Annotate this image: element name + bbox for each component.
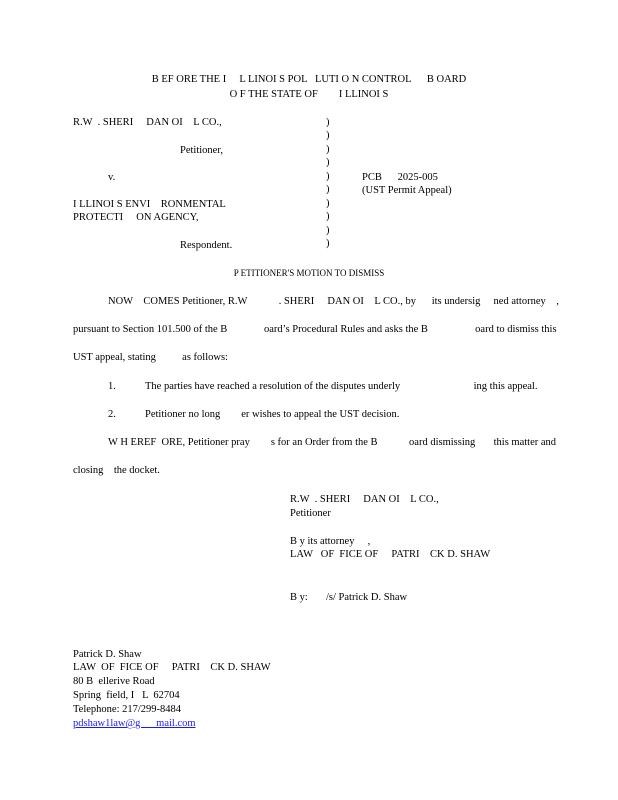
signature-party: R.W . SHERI DAN OI L CO., [290, 494, 439, 505]
wherefore-line: W H EREF ORE, Petitioner pray s for an Order from the B oard dismissing this matter and [108, 437, 557, 448]
signature-name: /s/ Patrick D. Shaw [326, 592, 408, 603]
petitioner-name: R.W . SHERI DAN OI L CO., [73, 117, 222, 128]
caption-bracket: ) [326, 171, 330, 182]
caption-bracket: ) [326, 117, 330, 128]
case-number: PCB 2025-005 [362, 172, 438, 183]
body-paragraph-line: UST appeal, stating as follows: [73, 352, 228, 363]
caption-bracket: ) [326, 184, 330, 195]
case-type: (UST Permit Appeal) [362, 185, 452, 196]
caption-bracket: ) [326, 225, 330, 236]
board-heading-line2: O F THE STATE OF I LLINOI S [229, 89, 389, 100]
respondent-name-line2: PROTECTI ON AGENCY, [73, 212, 199, 223]
wherefore-line: closing the docket. [73, 465, 160, 476]
signature-firm: LAW OF FICE OF PATRI CK D. SHAW [290, 549, 491, 560]
respondent-name-line1: I LLINOI S ENVI RONMENTAL [73, 199, 226, 210]
motion-title: P ETITIONER'S MOTION TO DISMISS [233, 268, 385, 278]
body-paragraph-line: pursuant to Section 101.500 of the B oard’s Procedural Rules and asks the B oard to dismiss this [73, 324, 557, 335]
list-item-text: Petitioner no long er wishes to appeal the UST decision. [145, 409, 400, 420]
board-heading-line1: B EF ORE THE I L LINOI S POL LUTI O N CONTROL B OARD [151, 74, 467, 85]
list-item-number: 1. [108, 381, 116, 392]
caption-bracket: ) [326, 144, 330, 155]
contact-firm: LAW OF FICE OF PATRI CK D. SHAW [73, 662, 271, 673]
list-item-number: 2. [108, 409, 116, 420]
list-item-text: The parties have reached a resolution of the disputes underly ing this appeal. [145, 381, 538, 392]
caption-bracket: ) [326, 211, 330, 222]
signature-by-label: B y: [290, 592, 308, 603]
versus: v. [108, 172, 116, 183]
contact-address: 80 B ellerive Road [73, 676, 155, 687]
signature-role: Petitioner [290, 508, 331, 519]
signature-by-attorney: B y its attorney , [290, 536, 371, 547]
caption-bracket: ) [326, 157, 330, 168]
respondent-label: Respondent. [180, 240, 233, 251]
contact-telephone: Telephone: 217/299-8484 [73, 704, 182, 715]
contact-city: Spring field, I L 62704 [73, 690, 180, 701]
caption-bracket: ) [326, 198, 330, 209]
petitioner-label: Petitioner, [180, 145, 224, 156]
contact-email-link[interactable]: pdshaw1law@g mail.com [73, 718, 196, 729]
caption-bracket: ) [326, 130, 330, 141]
body-paragraph-line: NOW COMES Petitioner, R.W . SHERI DAN OI L CO., by its undersig ned attorney , [108, 296, 559, 307]
caption-bracket: ) [326, 238, 330, 249]
contact-name: Patrick D. Shaw [73, 649, 142, 660]
